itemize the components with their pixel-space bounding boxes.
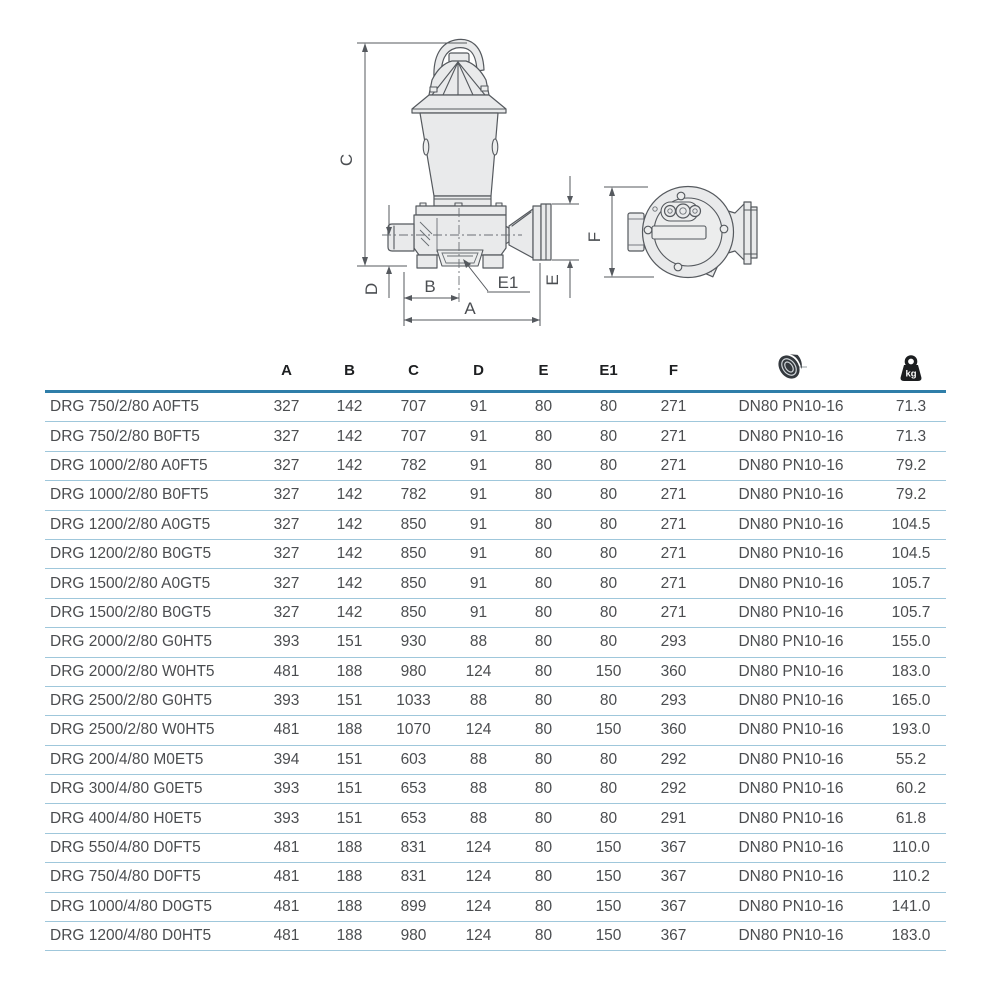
cell-flange: DN80 PN10-16 [706, 833, 876, 862]
cell-model: DRG 1200/2/80 A0GT5 [45, 510, 255, 539]
table-body [45, 392, 946, 951]
cell-model: DRG 1000/4/80 D0GT5 [45, 892, 255, 921]
cell-flange: DN80 PN10-16 [706, 863, 876, 892]
cell-b: 188 [318, 863, 381, 892]
cell-e1: 80 [576, 628, 641, 657]
cell-e: 80 [511, 451, 576, 480]
cell-kg: 165.0 [876, 686, 946, 715]
cell-a: 327 [255, 422, 318, 451]
cell-c: 1033 [381, 686, 446, 715]
cell-a: 327 [255, 510, 318, 539]
cell-b: 142 [318, 451, 381, 480]
cell-e1: 80 [576, 451, 641, 480]
table-row [45, 569, 946, 598]
dimension-lines [337, 43, 654, 326]
cell-a: 481 [255, 657, 318, 686]
header-model [45, 350, 255, 392]
cell-e1: 150 [576, 833, 641, 862]
cell-c: 782 [381, 451, 446, 480]
cell-model: DRG 1000/2/80 B0FT5 [45, 481, 255, 510]
cell-d: 124 [446, 892, 511, 921]
cell-model: DRG 200/4/80 M0ET5 [45, 745, 255, 774]
dim-label-e1: E1 [497, 273, 519, 292]
cell-e: 80 [511, 892, 576, 921]
dimension-table-container [45, 350, 946, 951]
cell-model: DRG 300/4/80 G0ET5 [45, 775, 255, 804]
cell-e: 80 [511, 539, 576, 568]
cell-model: DRG 750/2/80 B0FT5 [45, 422, 255, 451]
cell-kg: 193.0 [876, 716, 946, 745]
cell-d: 88 [446, 804, 511, 833]
cell-b: 188 [318, 833, 381, 862]
cell-f: 367 [641, 922, 706, 951]
cell-flange: DN80 PN10-16 [706, 510, 876, 539]
cell-a: 393 [255, 804, 318, 833]
cell-c: 603 [381, 745, 446, 774]
cell-d: 88 [446, 775, 511, 804]
cell-model: DRG 750/2/80 A0FT5 [45, 392, 255, 422]
cell-c: 707 [381, 422, 446, 451]
cell-e1: 80 [576, 392, 641, 422]
cell-model: DRG 550/4/80 D0FT5 [45, 833, 255, 862]
cell-e: 80 [511, 392, 576, 422]
cell-kg: 141.0 [876, 892, 946, 921]
cell-c: 782 [381, 481, 446, 510]
cell-c: 980 [381, 657, 446, 686]
cell-c: 980 [381, 922, 446, 951]
cell-a: 327 [255, 598, 318, 627]
cell-flange: DN80 PN10-16 [706, 892, 876, 921]
cell-b: 142 [318, 392, 381, 422]
cell-f: 271 [641, 422, 706, 451]
cell-d: 124 [446, 833, 511, 862]
table-row [45, 481, 946, 510]
header-c: C [381, 350, 446, 392]
cell-flange: DN80 PN10-16 [706, 628, 876, 657]
cell-a: 393 [255, 775, 318, 804]
cell-e: 80 [511, 775, 576, 804]
dim-label-c: C [337, 153, 356, 167]
dim-label-e: E [543, 274, 562, 286]
cell-e: 80 [511, 745, 576, 774]
cell-d: 91 [446, 451, 511, 480]
cell-e: 80 [511, 569, 576, 598]
pump-dimension-diagram [0, 0, 991, 348]
cell-d: 91 [446, 510, 511, 539]
cell-f: 271 [641, 392, 706, 422]
cell-e: 80 [511, 422, 576, 451]
dim-label-a: A [464, 299, 476, 318]
header-b: B [318, 350, 381, 392]
table-row [45, 804, 946, 833]
cell-kg: 104.5 [876, 539, 946, 568]
header-e1: E1 [576, 350, 641, 392]
cell-d: 91 [446, 539, 511, 568]
cell-flange: DN80 PN10-16 [706, 481, 876, 510]
cell-b: 142 [318, 481, 381, 510]
cell-a: 327 [255, 569, 318, 598]
cell-f: 291 [641, 804, 706, 833]
cell-a: 394 [255, 745, 318, 774]
table-row [45, 745, 946, 774]
header-weight [876, 350, 946, 392]
cell-kg: 183.0 [876, 922, 946, 951]
cell-flange: DN80 PN10-16 [706, 804, 876, 833]
cell-c: 850 [381, 510, 446, 539]
cell-e1: 80 [576, 510, 641, 539]
cell-d: 91 [446, 392, 511, 422]
cell-c: 1070 [381, 716, 446, 745]
cell-e1: 80 [576, 539, 641, 568]
cell-model: DRG 1000/2/80 A0FT5 [45, 451, 255, 480]
cell-d: 91 [446, 422, 511, 451]
cell-e: 80 [511, 657, 576, 686]
table-row [45, 775, 946, 804]
table-row [45, 628, 946, 657]
cell-e: 80 [511, 716, 576, 745]
cell-c: 653 [381, 775, 446, 804]
cell-d: 124 [446, 863, 511, 892]
table-row [45, 451, 946, 480]
discharge-flange-front [509, 209, 533, 258]
cell-a: 481 [255, 922, 318, 951]
cell-e1: 150 [576, 716, 641, 745]
cell-f: 271 [641, 451, 706, 480]
header-f: F [641, 350, 706, 392]
table-row [45, 392, 946, 422]
cell-kg: 155.0 [876, 628, 946, 657]
cell-e1: 80 [576, 686, 641, 715]
cell-model: DRG 400/4/80 H0ET5 [45, 804, 255, 833]
table-row [45, 539, 946, 568]
header-flange [706, 350, 876, 392]
table-row [45, 863, 946, 892]
table-row [45, 686, 946, 715]
cell-a: 327 [255, 451, 318, 480]
cell-f: 271 [641, 481, 706, 510]
cell-c: 850 [381, 569, 446, 598]
cell-flange: DN80 PN10-16 [706, 539, 876, 568]
cell-c: 899 [381, 892, 446, 921]
cell-e: 80 [511, 598, 576, 627]
cell-a: 481 [255, 716, 318, 745]
cell-e: 80 [511, 863, 576, 892]
cell-kg: 110.2 [876, 863, 946, 892]
cell-f: 367 [641, 833, 706, 862]
cell-d: 124 [446, 716, 511, 745]
weight-kg-icon [898, 354, 924, 386]
cell-d: 91 [446, 481, 511, 510]
table-row [45, 422, 946, 451]
cell-b: 151 [318, 745, 381, 774]
cell-b: 142 [318, 598, 381, 627]
cell-kg: 71.3 [876, 392, 946, 422]
cell-e: 80 [511, 804, 576, 833]
cell-flange: DN80 PN10-16 [706, 922, 876, 951]
cell-a: 327 [255, 392, 318, 422]
cell-f: 271 [641, 569, 706, 598]
pump-side-view [628, 187, 757, 278]
cell-flange: DN80 PN10-16 [706, 422, 876, 451]
cell-a: 481 [255, 863, 318, 892]
cell-b: 188 [318, 922, 381, 951]
cell-d: 124 [446, 657, 511, 686]
cell-b: 151 [318, 804, 381, 833]
cell-kg: 105.7 [876, 569, 946, 598]
cell-flange: DN80 PN10-16 [706, 716, 876, 745]
cell-model: DRG 1200/4/80 D0HT5 [45, 922, 255, 951]
cell-a: 327 [255, 539, 318, 568]
cell-d: 91 [446, 598, 511, 627]
cell-c: 850 [381, 598, 446, 627]
cell-model: DRG 1500/2/80 B0GT5 [45, 598, 255, 627]
cell-kg: 105.7 [876, 598, 946, 627]
cell-d: 124 [446, 922, 511, 951]
cell-kg: 55.2 [876, 745, 946, 774]
header-e: E [511, 350, 576, 392]
cell-c: 653 [381, 804, 446, 833]
cell-e1: 150 [576, 922, 641, 951]
cell-kg: 104.5 [876, 510, 946, 539]
cell-b: 142 [318, 422, 381, 451]
cell-d: 91 [446, 569, 511, 598]
cell-model: DRG 2500/2/80 W0HT5 [45, 716, 255, 745]
cell-e1: 150 [576, 657, 641, 686]
cell-flange: DN80 PN10-16 [706, 598, 876, 627]
cell-c: 831 [381, 863, 446, 892]
cell-kg: 79.2 [876, 451, 946, 480]
cell-e1: 80 [576, 745, 641, 774]
cell-f: 293 [641, 628, 706, 657]
cell-e1: 80 [576, 422, 641, 451]
svg-text:kg: kg [905, 368, 917, 380]
dim-label-f: F [585, 231, 604, 243]
header-d: D [446, 350, 511, 392]
cell-model: DRG 750/4/80 D0FT5 [45, 863, 255, 892]
cell-e1: 80 [576, 775, 641, 804]
cell-f: 293 [641, 686, 706, 715]
motor-body [420, 113, 498, 196]
cell-d: 88 [446, 745, 511, 774]
cell-kg: 110.0 [876, 833, 946, 862]
cell-f: 271 [641, 510, 706, 539]
cell-a: 393 [255, 686, 318, 715]
dimension-table [45, 350, 946, 951]
cell-kg: 60.2 [876, 775, 946, 804]
cell-f: 367 [641, 863, 706, 892]
cell-e1: 80 [576, 598, 641, 627]
cell-e: 80 [511, 510, 576, 539]
cell-e: 80 [511, 833, 576, 862]
cell-f: 271 [641, 598, 706, 627]
cell-model: DRG 1200/2/80 B0GT5 [45, 539, 255, 568]
cell-b: 151 [318, 628, 381, 657]
cell-e: 80 [511, 628, 576, 657]
table-row [45, 598, 946, 627]
cell-f: 360 [641, 716, 706, 745]
cell-kg: 79.2 [876, 481, 946, 510]
cell-c: 707 [381, 392, 446, 422]
table-row [45, 833, 946, 862]
cell-e: 80 [511, 481, 576, 510]
cell-flange: DN80 PN10-16 [706, 392, 876, 422]
cell-b: 151 [318, 775, 381, 804]
cell-model: DRG 1500/2/80 A0GT5 [45, 569, 255, 598]
cell-b: 188 [318, 657, 381, 686]
cell-e: 80 [511, 686, 576, 715]
cell-a: 481 [255, 892, 318, 921]
cell-e1: 150 [576, 863, 641, 892]
cell-kg: 71.3 [876, 422, 946, 451]
cell-d: 88 [446, 628, 511, 657]
cell-b: 142 [318, 539, 381, 568]
table-row [45, 657, 946, 686]
dim-label-d: D [362, 282, 381, 296]
cell-a: 481 [255, 833, 318, 862]
cell-e1: 80 [576, 804, 641, 833]
cell-flange: DN80 PN10-16 [706, 451, 876, 480]
cell-model: DRG 2000/2/80 G0HT5 [45, 628, 255, 657]
cell-e: 80 [511, 922, 576, 951]
cell-e1: 150 [576, 892, 641, 921]
cell-a: 327 [255, 481, 318, 510]
cell-kg: 61.8 [876, 804, 946, 833]
table-row [45, 892, 946, 921]
cell-a: 393 [255, 628, 318, 657]
cell-flange: DN80 PN10-16 [706, 569, 876, 598]
cell-f: 271 [641, 539, 706, 568]
cell-e1: 80 [576, 569, 641, 598]
cell-model: DRG 2500/2/80 G0HT5 [45, 686, 255, 715]
table-row [45, 922, 946, 951]
cell-flange: DN80 PN10-16 [706, 657, 876, 686]
header-a: A [255, 350, 318, 392]
flange-icon [773, 354, 809, 386]
cell-flange: DN80 PN10-16 [706, 686, 876, 715]
cell-c: 930 [381, 628, 446, 657]
cell-kg: 183.0 [876, 657, 946, 686]
cell-b: 142 [318, 510, 381, 539]
table-row [45, 716, 946, 745]
cell-f: 360 [641, 657, 706, 686]
table-header-row [45, 350, 946, 392]
cell-b: 151 [318, 686, 381, 715]
cell-d: 88 [446, 686, 511, 715]
cell-b: 188 [318, 892, 381, 921]
cell-f: 292 [641, 745, 706, 774]
dim-label-b: B [424, 277, 436, 296]
cell-model: DRG 2000/2/80 W0HT5 [45, 657, 255, 686]
cell-b: 188 [318, 716, 381, 745]
cell-flange: DN80 PN10-16 [706, 745, 876, 774]
table-row [45, 510, 946, 539]
cell-c: 850 [381, 539, 446, 568]
cell-f: 367 [641, 892, 706, 921]
cell-b: 142 [318, 569, 381, 598]
cell-c: 831 [381, 833, 446, 862]
cell-f: 292 [641, 775, 706, 804]
cell-flange: DN80 PN10-16 [706, 775, 876, 804]
cell-e1: 80 [576, 481, 641, 510]
